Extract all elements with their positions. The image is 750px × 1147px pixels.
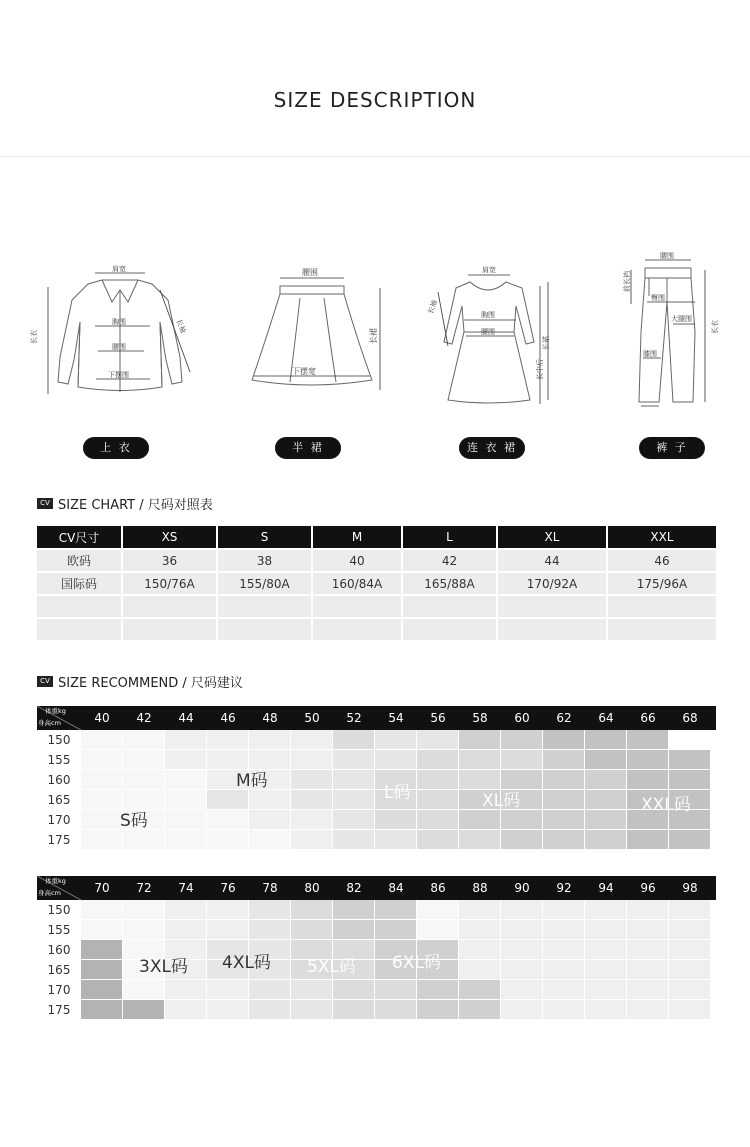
weight-column-header: 40 — [94, 711, 110, 725]
title-divider — [0, 156, 750, 157]
grid-cell — [459, 1000, 501, 1020]
height-row-header: 165 — [47, 963, 71, 977]
grid-cell — [585, 980, 627, 1000]
skirt-hem-label: 下摆宽 — [292, 367, 316, 376]
row-header-cell — [37, 618, 122, 640]
table-cell — [312, 618, 402, 640]
corner-height-label: 身高cm — [38, 719, 61, 727]
tab-top[interactable]: 上 衣 — [83, 437, 149, 459]
weight-column-header: 96 — [640, 881, 656, 895]
weight-column-header: 52 — [346, 711, 362, 725]
grid-cell — [249, 920, 291, 940]
grid-cell — [165, 830, 207, 850]
table-cell — [607, 618, 716, 640]
grid-cell — [375, 900, 417, 920]
weight-column-header: 88 — [472, 881, 488, 895]
grid-cell — [291, 790, 333, 810]
grid-cell — [459, 980, 501, 1000]
height-row-header: 170 — [47, 813, 71, 827]
grid-cell — [543, 980, 585, 1000]
corner-height-label: 身高cm — [38, 889, 61, 897]
grid-cell — [291, 750, 333, 770]
grid-cell — [123, 900, 165, 920]
grid-cell — [669, 1000, 711, 1020]
grid-cell — [501, 960, 543, 980]
grid-cell — [669, 750, 711, 770]
grid-cell — [291, 900, 333, 920]
grid-cell — [417, 920, 459, 940]
grid-cell — [207, 900, 249, 920]
grid-cell — [81, 730, 123, 750]
table-cell: 42 — [402, 549, 497, 572]
grid-cell — [375, 1000, 417, 1020]
grid-cell — [417, 790, 459, 810]
grid-cell — [81, 900, 123, 920]
size-chart-table — [37, 526, 716, 640]
grid-cell — [585, 770, 627, 790]
grid-header-bar — [37, 876, 716, 900]
grid-cell — [81, 960, 123, 980]
grid-cell — [501, 920, 543, 940]
grid-cell — [249, 790, 291, 810]
grid-cell — [669, 960, 711, 980]
grid-cell — [501, 830, 543, 850]
skirt-length-label: 长裙 — [369, 328, 378, 344]
height-row-header: 175 — [47, 833, 71, 847]
grid-cell — [375, 810, 417, 830]
cv-badge: CV — [37, 498, 53, 509]
grid-cell — [585, 900, 627, 920]
grid-cell — [501, 810, 543, 830]
height-row-header: 160 — [47, 773, 71, 787]
grid-cell — [207, 790, 249, 810]
grid-cell — [585, 790, 627, 810]
grid-cell — [249, 980, 291, 1000]
size-zone-label: XL码 — [482, 791, 521, 811]
table-cell: 40 — [312, 549, 402, 572]
grid-cell — [627, 900, 669, 920]
size-recommend-grid-2 — [37, 876, 716, 1020]
size-chart-column-header: XXL — [607, 526, 716, 549]
table-cell — [402, 618, 497, 640]
grid-cell — [123, 980, 165, 1000]
grid-cell — [543, 920, 585, 940]
grid-cell — [669, 730, 711, 750]
grid-cell — [207, 730, 249, 750]
weight-column-header: 42 — [136, 711, 152, 725]
size-chart-corner-header: CV尺寸 — [37, 526, 122, 549]
grid-cell — [543, 790, 585, 810]
grid-cell — [207, 810, 249, 830]
grid-cell — [459, 940, 501, 960]
height-row-header: 150 — [47, 733, 71, 747]
grid-cell — [585, 940, 627, 960]
weight-column-header: 72 — [136, 881, 152, 895]
grid-cell — [669, 980, 711, 1000]
corner-weight-label: 体重kg — [45, 707, 66, 715]
grid-cell — [81, 770, 123, 790]
grid-cell — [585, 960, 627, 980]
pants-length-label: 长衣 — [711, 320, 719, 334]
grid-cell — [333, 830, 375, 850]
table-cell: 155/80A — [217, 572, 312, 595]
grid-cell — [459, 750, 501, 770]
grid-cell — [585, 1000, 627, 1020]
table-cell: 170/92A — [497, 572, 607, 595]
row-header-cell: 欧码 — [37, 549, 122, 572]
grid-cell — [333, 770, 375, 790]
grid-header-bar — [37, 706, 716, 730]
dress-back-length-label: 长中后 — [536, 359, 544, 380]
hem-label: 下摆围 — [108, 371, 129, 379]
pants-diagram — [615, 252, 725, 412]
table-cell — [122, 595, 217, 618]
weight-column-header: 70 — [94, 881, 110, 895]
grid-cell — [81, 810, 123, 830]
grid-cell — [375, 730, 417, 750]
grid-cell — [333, 790, 375, 810]
grid-cell — [165, 920, 207, 940]
weight-column-header: 64 — [598, 711, 614, 725]
grid-cell — [291, 1000, 333, 1020]
grid-cell — [669, 900, 711, 920]
weight-column-header: 46 — [220, 711, 236, 725]
size-chart-title: SIZE CHART / 尺码对照表 — [58, 497, 213, 513]
height-row-header: 170 — [47, 983, 71, 997]
row-header-cell — [37, 595, 122, 618]
dress-shoulder-label: 肩宽 — [482, 266, 496, 274]
grid-cell — [333, 980, 375, 1000]
weight-column-header: 92 — [556, 881, 572, 895]
grid-cell — [627, 770, 669, 790]
height-row-header: 150 — [47, 903, 71, 917]
grid-cell — [81, 750, 123, 770]
pants-knee-label: 膝围 — [643, 350, 657, 358]
grid-cell — [165, 980, 207, 1000]
grid-cell — [417, 810, 459, 830]
grid-cell — [123, 730, 165, 750]
weight-column-header: 86 — [430, 881, 446, 895]
grid-cell — [417, 1000, 459, 1020]
skirt-diagram — [240, 262, 390, 402]
table-row — [37, 549, 716, 572]
weight-column-header: 98 — [682, 881, 698, 895]
table-cell — [402, 595, 497, 618]
grid-cell — [627, 940, 669, 960]
size-recommend-heading — [37, 672, 243, 690]
grid-cell — [627, 830, 669, 850]
grid-cell — [81, 830, 123, 850]
grid-cell — [291, 920, 333, 940]
size-zone-label: L码 — [384, 783, 411, 803]
dress-waist-label: 腰围 — [481, 328, 495, 336]
grid-cell — [627, 1000, 669, 1020]
grid-cell — [669, 920, 711, 940]
grid-cell — [501, 940, 543, 960]
grid-cell — [165, 730, 207, 750]
grid-cell — [81, 1000, 123, 1020]
sleeve-label: 长袖 — [174, 318, 188, 335]
chest-label: 胸围 — [112, 318, 126, 326]
grid-cell — [165, 770, 207, 790]
grid-cell — [417, 980, 459, 1000]
page-title: SIZE DESCRIPTION — [273, 88, 477, 112]
shirt-diagram — [30, 262, 200, 402]
size-chart-column-header: XL — [497, 526, 607, 549]
grid-cell — [123, 750, 165, 770]
shoulder-label: 肩宽 — [112, 265, 126, 273]
size-zone-label: XXL码 — [641, 795, 691, 815]
grid-cell — [585, 920, 627, 940]
size-zone-label: S码 — [120, 811, 148, 831]
grid-cell — [543, 750, 585, 770]
grid-cell — [249, 810, 291, 830]
grid-cell — [459, 830, 501, 850]
grid-cell — [249, 730, 291, 750]
grid-cell — [333, 920, 375, 940]
table-cell: 165/88A — [402, 572, 497, 595]
grid-cell — [627, 730, 669, 750]
table-cell: 46 — [607, 549, 716, 572]
table-cell: 175/96A — [607, 572, 716, 595]
weight-column-header: 50 — [304, 711, 320, 725]
size-recommend-grid-1 — [37, 706, 716, 850]
grid-cell — [543, 730, 585, 750]
grid-cell — [207, 1000, 249, 1020]
pants-hip-label: 臀围 — [651, 294, 665, 302]
grid-cell — [333, 810, 375, 830]
grid-cell — [417, 750, 459, 770]
grid-cell — [123, 770, 165, 790]
table-cell — [217, 618, 312, 640]
grid-cell — [249, 900, 291, 920]
grid-cell — [585, 750, 627, 770]
size-zone-label: 3XL码 — [139, 957, 188, 977]
table-cell — [122, 618, 217, 640]
size-chart-column-header: S — [217, 526, 312, 549]
size-zone-label: M码 — [236, 771, 268, 791]
table-cell — [497, 595, 607, 618]
grid-cell — [627, 960, 669, 980]
grid-cell — [669, 940, 711, 960]
grid-cell — [459, 960, 501, 980]
tab-skirt[interactable]: 半 裙 — [275, 437, 341, 459]
weight-column-header: 78 — [262, 881, 278, 895]
grid-cell — [123, 1000, 165, 1020]
weight-column-header: 48 — [262, 711, 278, 725]
grid-cell — [207, 830, 249, 850]
weight-column-header: 90 — [514, 881, 530, 895]
grid-cell — [543, 940, 585, 960]
tab-pants[interactable]: 裤 子 — [639, 437, 705, 459]
weight-column-header: 80 — [304, 881, 320, 895]
grid-cell — [123, 830, 165, 850]
grid-cell — [459, 810, 501, 830]
grid-cell — [501, 1000, 543, 1020]
grid-cell — [669, 830, 711, 850]
dress-sleeve-label: 长袖 — [426, 299, 439, 315]
grid-cell — [291, 730, 333, 750]
dress-diagram — [426, 262, 560, 407]
grid-cell — [207, 920, 249, 940]
height-row-header: 155 — [47, 753, 71, 767]
height-row-header: 155 — [47, 923, 71, 937]
grid-cell — [459, 920, 501, 940]
grid-cell — [81, 920, 123, 940]
weight-column-header: 60 — [514, 711, 530, 725]
grid-cell — [291, 980, 333, 1000]
grid-cell — [627, 750, 669, 770]
weight-column-header: 84 — [388, 881, 404, 895]
grid-cell — [459, 730, 501, 750]
weight-column-header: 82 — [346, 881, 362, 895]
grid-cell — [375, 980, 417, 1000]
table-cell — [312, 595, 402, 618]
grid-cell — [249, 1000, 291, 1020]
length-label: 长衣 — [30, 330, 38, 344]
corner-weight-label: 体重kg — [45, 877, 66, 885]
grid-cell — [249, 830, 291, 850]
height-row-header: 175 — [47, 1003, 71, 1017]
grid-cell — [585, 810, 627, 830]
grid-cell — [375, 830, 417, 850]
grid-cell — [165, 1000, 207, 1020]
grid-cell — [543, 830, 585, 850]
grid-cell — [543, 770, 585, 790]
table-cell: 44 — [497, 549, 607, 572]
pants-thigh-label: 大腿围 — [671, 315, 692, 323]
size-chart-column-header: L — [402, 526, 497, 549]
size-zone-label: 4XL码 — [222, 953, 271, 973]
grid-cell — [333, 730, 375, 750]
grid-cell — [627, 920, 669, 940]
grid-cell — [543, 810, 585, 830]
table-cell: 38 — [217, 549, 312, 572]
grid-cell — [417, 730, 459, 750]
size-chart-column-header: M — [312, 526, 402, 549]
grid-cell — [333, 1000, 375, 1020]
grid-cell — [501, 750, 543, 770]
table-cell — [217, 595, 312, 618]
grid-cell — [585, 730, 627, 750]
grid-cell — [165, 750, 207, 770]
table-row — [37, 618, 716, 640]
grid-cell — [333, 750, 375, 770]
grid-cell — [165, 900, 207, 920]
grid-cell — [627, 980, 669, 1000]
weight-column-header: 76 — [220, 881, 236, 895]
height-row-header: 165 — [47, 793, 71, 807]
table-cell: 150/76A — [122, 572, 217, 595]
grid-cell — [543, 960, 585, 980]
weight-column-header: 56 — [430, 711, 446, 725]
grid-cell — [585, 830, 627, 850]
size-zone-label: 5XL码 — [307, 957, 356, 977]
table-cell: 36 — [122, 549, 217, 572]
grid-cell — [291, 830, 333, 850]
grid-cell — [375, 920, 417, 940]
weight-column-header: 62 — [556, 711, 572, 725]
grid-cell — [375, 750, 417, 770]
weight-column-header: 68 — [682, 711, 698, 725]
grid-cell — [81, 940, 123, 960]
height-row-header: 160 — [47, 943, 71, 957]
weight-column-header: 54 — [388, 711, 404, 725]
waist-label: 腰围 — [112, 343, 126, 351]
grid-cell — [333, 900, 375, 920]
size-recommend-title: SIZE RECOMMEND / 尺码建议 — [58, 675, 243, 691]
grid-cell — [417, 770, 459, 790]
weight-column-header: 94 — [598, 881, 614, 895]
grid-cell — [501, 730, 543, 750]
grid-cell — [501, 980, 543, 1000]
size-zone-label: 6XL码 — [392, 953, 441, 973]
weight-column-header: 74 — [178, 881, 194, 895]
grid-cell — [543, 1000, 585, 1020]
grid-cell — [123, 920, 165, 940]
table-cell: 160/84A — [312, 572, 402, 595]
pants-rise-label: 前长裆 — [623, 271, 631, 292]
skirt-waist-label: 腰围 — [302, 268, 318, 277]
table-cell — [607, 595, 716, 618]
dress-chest-label: 胸围 — [481, 311, 495, 319]
pants-waist-label: 腰围 — [660, 252, 674, 260]
size-chart-heading — [37, 494, 213, 512]
cv-badge: CV — [37, 676, 53, 687]
grid-cell — [291, 810, 333, 830]
tab-dress[interactable]: 连 衣 裙 — [459, 437, 525, 459]
row-header-cell: 国际码 — [37, 572, 122, 595]
grid-cell — [543, 900, 585, 920]
table-row — [37, 595, 716, 618]
grid-cell — [459, 900, 501, 920]
grid-cell — [81, 790, 123, 810]
weight-column-header: 66 — [640, 711, 656, 725]
grid-cell — [207, 980, 249, 1000]
grid-cell — [417, 830, 459, 850]
grid-cell — [669, 770, 711, 790]
table-cell — [497, 618, 607, 640]
grid-cell — [291, 770, 333, 790]
dress-length-label: 长裙 — [542, 336, 550, 350]
grid-cell — [417, 900, 459, 920]
grid-cell — [81, 980, 123, 1000]
weight-column-header: 58 — [472, 711, 488, 725]
table-row — [37, 572, 716, 595]
grid-cell — [501, 900, 543, 920]
grid-cell — [165, 810, 207, 830]
weight-column-header: 44 — [178, 711, 194, 725]
size-chart-column-header: XS — [122, 526, 217, 549]
grid-cell — [165, 790, 207, 810]
